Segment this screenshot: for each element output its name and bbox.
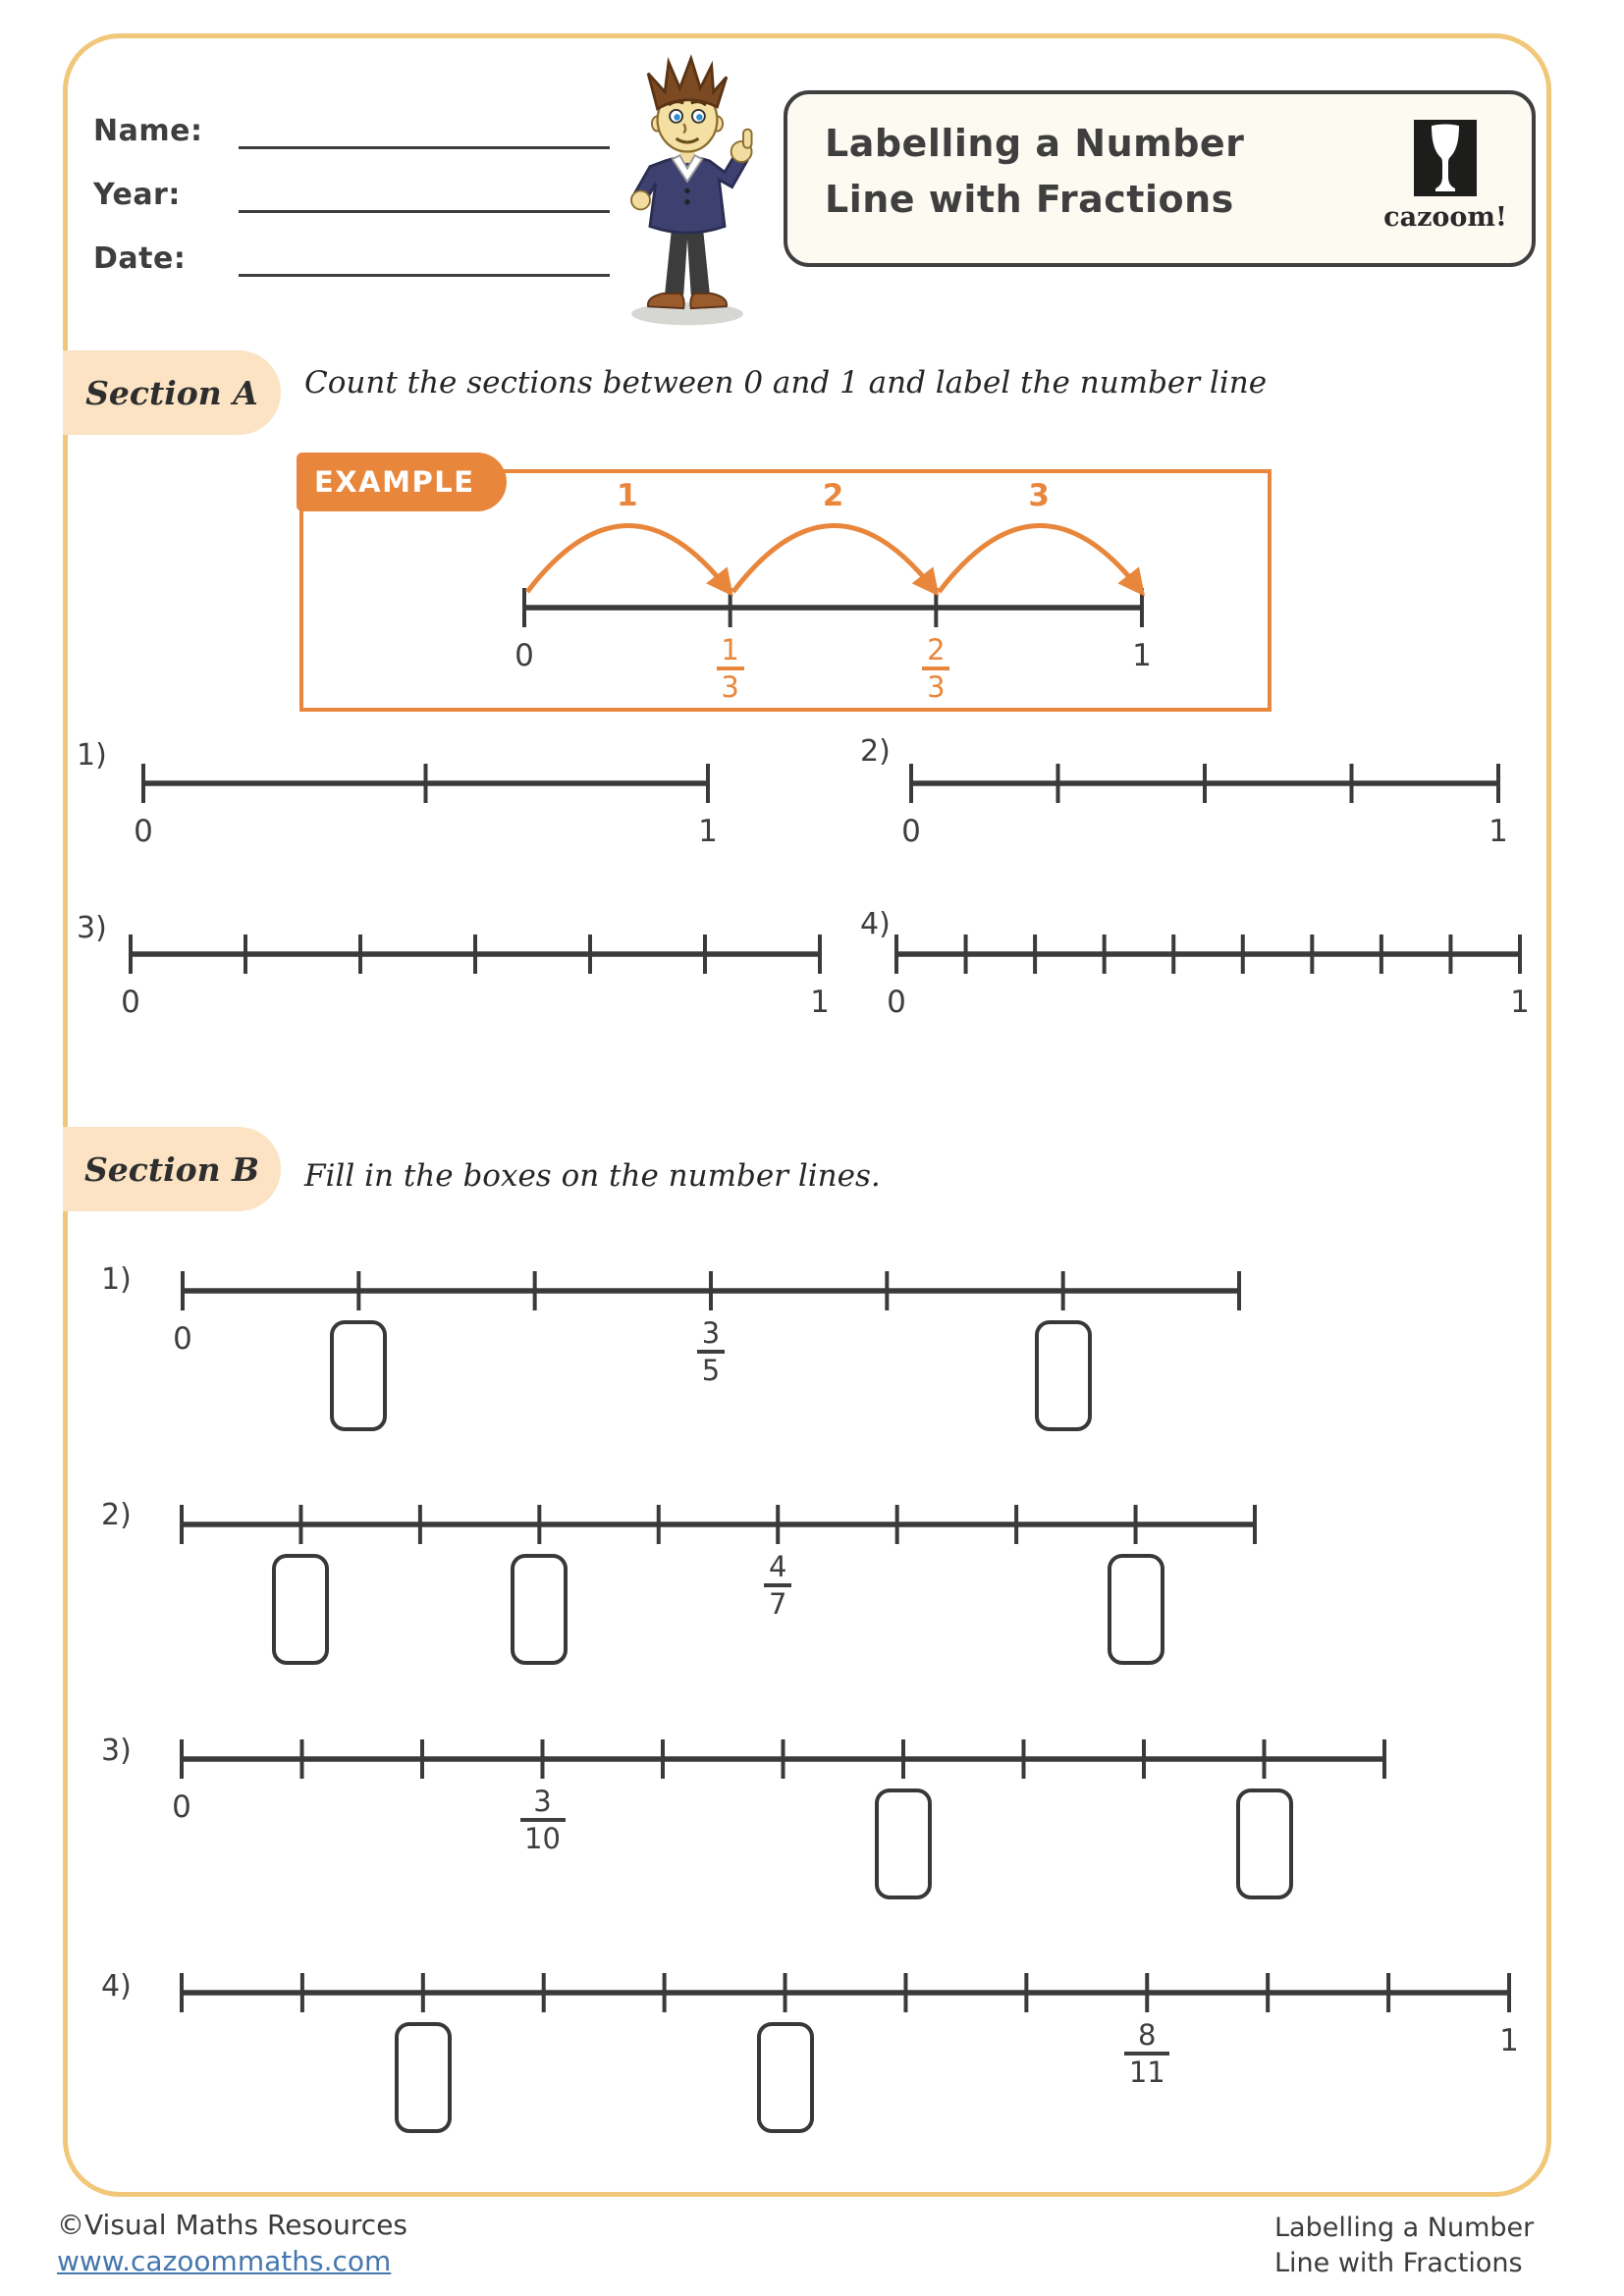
- number-line-value-label: 0: [901, 814, 921, 849]
- number-line-value-label: 1: [1499, 2023, 1519, 2058]
- problem-number: 4): [101, 1969, 132, 2003]
- number-line-value-label: 0: [514, 638, 534, 673]
- fraction-denominator: 3: [721, 670, 739, 704]
- fraction-label: [743, 1551, 812, 1620]
- problem-number: 3): [101, 1734, 132, 1768]
- hop-count-label: 3: [1028, 478, 1050, 513]
- number-line-value-label: 1: [1489, 814, 1508, 849]
- fraction-label: [509, 1786, 577, 1854]
- footer-doc-title-line1: Labelling a Number: [1274, 2213, 1535, 2243]
- section-b-label: Section B: [63, 1127, 281, 1211]
- number-line-group: [182, 1524, 1255, 1621]
- number-line-group: [901, 783, 1508, 849]
- hop-arc: [733, 525, 935, 592]
- worksheet-title: [825, 116, 1244, 228]
- number-line-value-label: 1: [1510, 985, 1530, 1020]
- year-field-label: Year:: [93, 178, 181, 212]
- answer-box[interactable]: [330, 1320, 387, 1431]
- worksheet-title-line2: Line with Fractions: [825, 178, 1234, 221]
- fraction-denominator: 5: [701, 1354, 721, 1387]
- hop-arc: [939, 525, 1140, 592]
- fraction-numerator: 4: [768, 1550, 787, 1583]
- number-line-value-label: 0: [887, 985, 906, 1020]
- problem-number: 3): [77, 911, 107, 945]
- number-line: [160, 1961, 1531, 2026]
- fraction-label: [677, 1317, 745, 1386]
- year-field-line[interactable]: [239, 210, 610, 213]
- number-line-group: [514, 478, 1152, 704]
- number-line-value-label: 0: [173, 1321, 192, 1357]
- number-line-value-label: 1: [1132, 638, 1152, 673]
- number-line: [890, 752, 1520, 817]
- answer-box[interactable]: [757, 2022, 814, 2133]
- footer-doc-title-line2: Line with Fractions: [1274, 2248, 1523, 2278]
- fraction-denominator: 11: [1128, 2056, 1165, 2089]
- problem-number: 2): [101, 1498, 132, 1532]
- answer-box[interactable]: [1108, 1554, 1164, 1665]
- problem-number: 1): [101, 1262, 132, 1297]
- number-line-value-label: 0: [121, 985, 140, 1020]
- worksheet-border: [63, 33, 1551, 2197]
- cazoom-logo-text: cazoom!: [1383, 202, 1507, 233]
- number-line-group: [172, 1759, 1384, 1855]
- cazoom-logo: [1382, 120, 1508, 233]
- name-field-line[interactable]: [239, 146, 610, 149]
- date-field-label: Date:: [93, 241, 187, 276]
- fraction-denominator: 7: [768, 1587, 787, 1621]
- fraction-numerator: 1: [721, 633, 739, 667]
- section-a-instruction: Count the sections between 0 and 1 and label the number line: [304, 365, 1268, 400]
- fraction-numerator: 3: [533, 1785, 552, 1818]
- example-tab: EXAMPLE: [297, 453, 507, 511]
- number-line-group: [121, 954, 830, 1020]
- number-line-group: [182, 1993, 1519, 2089]
- number-line-group: [134, 783, 718, 849]
- problem-number: 1): [77, 738, 107, 773]
- fraction-numerator: 8: [1138, 2018, 1157, 2052]
- number-line-value-label: 1: [810, 985, 830, 1020]
- number-line: [109, 923, 841, 988]
- number-line-value-label: 0: [134, 814, 153, 849]
- date-field-line[interactable]: [239, 274, 610, 277]
- number-line: [160, 1493, 1276, 1558]
- answer-box[interactable]: [395, 2022, 452, 2133]
- answer-box[interactable]: [272, 1554, 329, 1665]
- answer-box[interactable]: [875, 1789, 932, 1899]
- number-line-group: [887, 954, 1530, 1020]
- answer-box[interactable]: [1035, 1320, 1092, 1431]
- problem-number: 2): [860, 734, 891, 769]
- footer-doc-title: [1274, 2211, 1534, 2281]
- number-line: [122, 752, 730, 817]
- fraction-numerator: 3: [701, 1316, 721, 1350]
- hop-arc: [527, 525, 729, 592]
- worksheet-title-box: [784, 90, 1536, 267]
- fraction-numerator: 2: [927, 633, 946, 667]
- fraction-denominator: 3: [927, 670, 946, 704]
- footer-website-link[interactable]: www.cazoommaths.com: [57, 2245, 392, 2277]
- hop-count-label: 1: [617, 478, 638, 513]
- section-b-instruction: Fill in the boxes on the number lines.: [304, 1158, 881, 1194]
- fraction-denominator: 10: [524, 1822, 561, 1855]
- footer-copyright: ©Visual Maths Resources: [57, 2209, 408, 2241]
- fraction-label: [901, 634, 970, 703]
- answer-box[interactable]: [1236, 1789, 1293, 1899]
- fraction-label: [1112, 2019, 1181, 2088]
- number-line-value-label: 1: [698, 814, 718, 849]
- answer-box[interactable]: [511, 1554, 568, 1665]
- worksheet-title-line1: Labelling a Number: [825, 122, 1245, 165]
- number-line-value-label: 0: [172, 1789, 191, 1825]
- name-field-label: Name:: [93, 114, 203, 148]
- fraction-label: [696, 634, 765, 703]
- section-a-label: Section A: [63, 350, 281, 435]
- number-line: [875, 923, 1542, 988]
- number-line: [160, 1728, 1406, 1792]
- number-line-group: [173, 1291, 1239, 1387]
- number-line: [503, 436, 1164, 641]
- number-line: [161, 1259, 1261, 1324]
- problem-number: 4): [860, 907, 891, 941]
- hop-count-label: 2: [822, 478, 844, 513]
- cazoom-goblet-icon: [1414, 120, 1477, 196]
- mascot-illustration: [594, 49, 781, 333]
